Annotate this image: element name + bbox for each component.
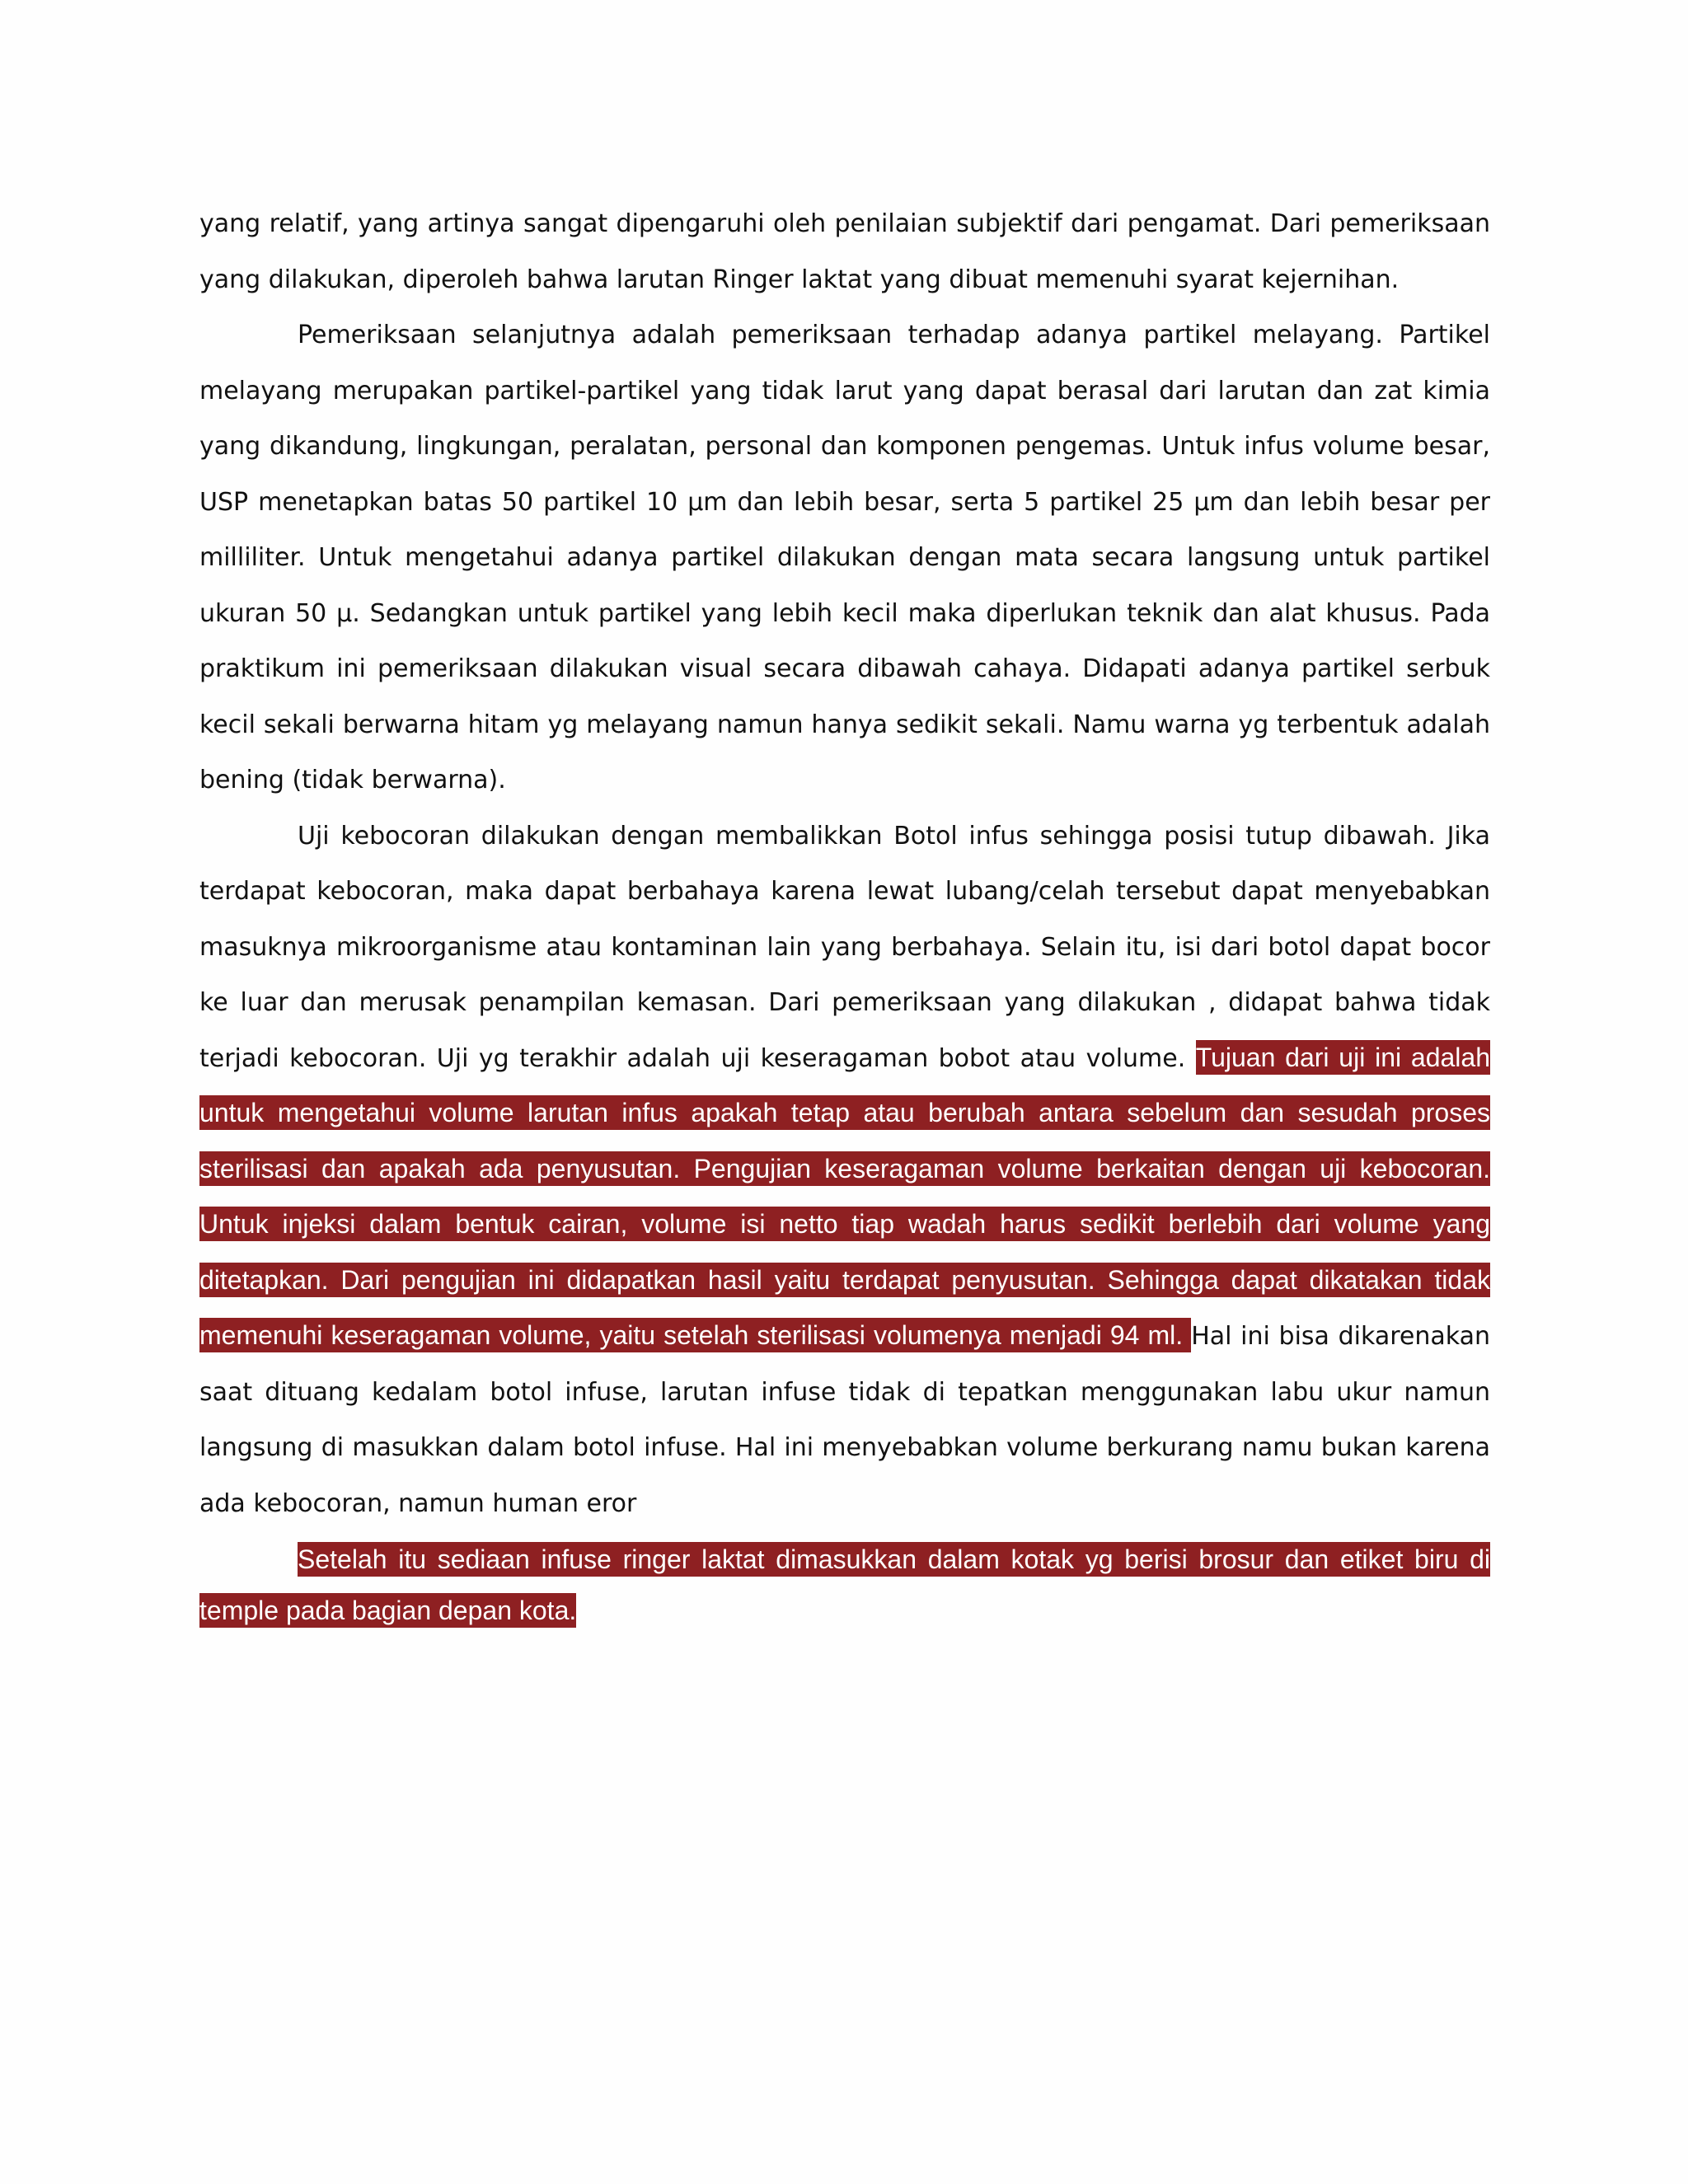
paragraph-floating-particles xyxy=(199,307,1490,808)
paragraph-text: Uji kebocoran dilakukan dengan membalikkan Botol infus sehingga posisi tutup dibawah. Jika terdapat kebocoran, maka dapat berbahaya karena lewat lubang/celah tersebut dapat menyebabkan masuknya mikroorganisme atau kontaminan lain yang berbahaya. Selain itu, isi dari botol dapat bocor ke luar dan merusak penampilan kemasan. Dari pemeriksaan yang dilakukan , didapat bahwa tidak terjadi kebocoran. Uji yg terakhir adalah uji keseragaman bobot atau volume. xyxy=(199,821,1490,1073)
paragraph-text: Hal ini bisa dikarenakan saat dituang kedalam botol infuse, larutan infuse tidak di tepatkan menggunakan labu ukur namun langsung di masukkan dalam botol infuse. Hal ini menyebabkan volume berkurang namu bukan karena ada kebocoran, namun human eror xyxy=(199,1322,1491,1518)
paragraph-clarity-conclusion xyxy=(199,196,1490,307)
paragraph-leak-test xyxy=(199,808,1490,1532)
document-body xyxy=(199,196,1490,1637)
paragraph-text: Pemeriksaan selanjutnya adalah pemeriksaan terhadap adanya partikel melayang. Partikel melayang merupakan partikel-partikel yang tidak larut yang dapat berasal dari larutan dan zat kimia yang dikandung, lingkungan, peralatan, personal dan komponen pengemas. Untuk infus volume besar, USP menetapkan batas 50 partikel 10 µm dan lebih besar, serta 5 partikel 25 µm dan lebih besar per milliliter. Untuk mengetahui adanya partikel dilakukan dengan mata secara langsung untuk partikel ukuran 50 µ. Sedangkan untuk partikel yang lebih kecil maka diperlukan teknik dan alat khusus. Pada praktikum ini pemeriksaan dilakukan visual secara dibawah cahaya. Didapati adanya partikel serbuk kecil sekali berwarna hitam yg melayang namun hanya sedikit sekali. Namu warna yg terbentuk adalah bening (tidak berwarna). xyxy=(199,321,1490,794)
highlighted-text: Setelah itu sediaan infuse ringer laktat dimasukkan dalam kotak yg berisi brosur dan etiket biru di temple pada bagian depan kota. xyxy=(199,1542,1490,1628)
highlighted-text: Tujuan dari uji ini adalah untuk mengetahui volume larutan infus apakah tetap atau berubah antara sebelum dan sesudah proses sterilisasi dan apakah ada penyusutan. Pengujian keseragaman volume berkaitan dengan uji kebocoran. Untuk injeksi dalam bentuk cairan, volume isi netto tiap wadah harus sedikit berlebih dari volume yang ditetapkan. Dari pengujian ini didapatkan hasil yaitu terdapat penyusutan. Sehingga dapat dikatakan tidak memenuhi keseragaman volume, yaitu setelah sterilisasi volumenya menjadi 94 ml. xyxy=(199,1040,1490,1353)
paragraph-packaging xyxy=(199,1535,1490,1637)
paragraph-text: yang relatif, yang artinya sangat dipengaruhi oleh penilaian subjektif dari pengamat. Dari pemeriksaan yang dilakukan, diperoleh bahwa larutan Ringer laktat yang dibuat memenuhi syarat kejernihan. xyxy=(199,209,1490,294)
